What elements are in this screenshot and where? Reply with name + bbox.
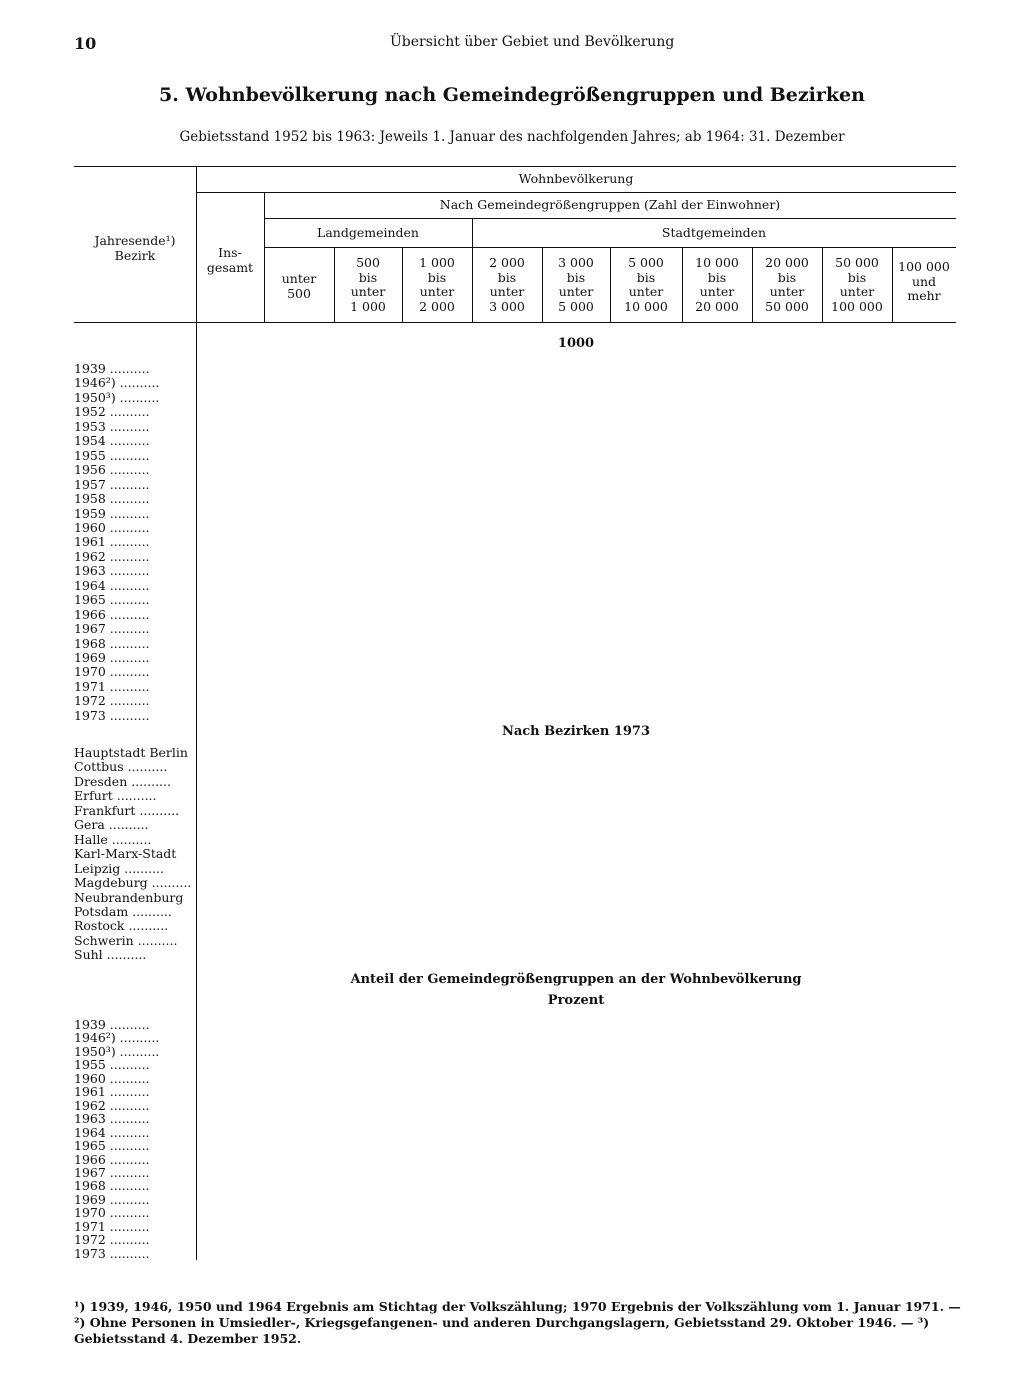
row-label: 1959 .......... (74, 506, 150, 521)
row-label: 1965 .......... (74, 1139, 150, 1154)
row-label: 1954 .......... (74, 434, 150, 449)
col-header-2: 1 000 bis unter 2 000 (419, 255, 455, 314)
running-header: Übersicht über Gebiet und Bevölkerung (390, 34, 675, 50)
row-label: Magdeburg .......... (74, 876, 192, 891)
row-label: Schwerin .......... (74, 933, 178, 948)
row-label: 1957 .......... (74, 477, 150, 492)
row-label: 1946²) .......... (74, 376, 160, 391)
row-label: 1970 .......... (74, 665, 150, 680)
col-header-8: 50 000 bis unter 100 000 (831, 255, 883, 314)
row-label: 1960 .......... (74, 1071, 150, 1086)
row-label: 1965 .......... (74, 593, 150, 608)
stadt-header: Stadtgemeinden (661, 225, 767, 240)
col-header-9: 100 000 und mehr (898, 259, 950, 303)
row-label: 1961 .......... (74, 1085, 150, 1100)
row-label: Dresden .......... (74, 774, 171, 789)
row-label: 1939 .......... (74, 362, 150, 376)
row-label: 1966 .......... (74, 1152, 150, 1167)
table-subtitle: Gebietsstand 1952 bis 1963: Jeweils 1. Januar des nachfolgenden Jahres; ab 1964: 31. Dezember (179, 129, 845, 145)
land-header: Landgemeinden (317, 225, 419, 240)
row-label: 1963 .......... (74, 564, 150, 579)
section2-title: Nach Bezirken 1973 (501, 724, 651, 739)
col-header-4: 3 000 bis unter 5 000 (558, 255, 594, 314)
row-label: 1973 .......... (74, 708, 150, 723)
col-header-5: 5 000 bis unter 10 000 (624, 255, 668, 314)
row-label: 1952 .......... (74, 405, 150, 420)
section1-unit: 1000 (557, 336, 595, 351)
row-label: 1955 .......... (74, 1058, 150, 1073)
footnotes: ¹) 1939, 1946, 1950 und 1964 Ergebnis am Stichtag der Volkszählung; 1970 Ergebnis der Volkszählung vom 1. Januar 1971. — ²) Ohne Personen in Umsiedler-, Kriegsgefangenen- und anderen Durchgangslagern, Gebietsstand 29. Oktober 1946. — ³) Gebietsstand 4. Dezember 1952. (74, 1299, 961, 1346)
nach-header: Nach Gemeindegrößengruppen (Zahl der Einwohner) (439, 197, 781, 212)
row-label: 1968 .......... (74, 636, 150, 651)
row-label: 1967 .......... (74, 1165, 150, 1180)
row-label: 1939 .......... (74, 1018, 150, 1032)
row-label: Hauptstadt Berlin (74, 746, 188, 760)
row-label: 1963 .......... (74, 1112, 150, 1127)
row-label: 1971 .......... (74, 679, 150, 694)
row-label: 1962 .......... (74, 1098, 150, 1113)
row-label: 1964 .......... (74, 1125, 150, 1140)
row-label: 1969 .......... (74, 1192, 150, 1207)
row-label: Suhl .......... (74, 948, 147, 963)
row-label: 1960 .......... (74, 520, 150, 535)
row-label: 1946²) .......... (74, 1031, 160, 1046)
row-label: 1950³) .......... (74, 1044, 160, 1059)
row-label: 1972 .......... (74, 694, 150, 709)
section3-unit: Prozent (547, 993, 605, 1008)
row-label: 1961 .......... (74, 535, 150, 550)
col-header-1: 500 bis unter 1 000 (350, 255, 386, 314)
row-label: 1973 .......... (74, 1246, 150, 1261)
row-label: 1950³) .......... (74, 390, 160, 405)
row-label: 1955 .......... (74, 448, 150, 463)
row-label: 1970 .......... (74, 1206, 150, 1221)
wohn-header: Wohnbevölkerung (518, 171, 634, 186)
row-label: Cottbus .......... (74, 760, 168, 775)
row-label: Frankfurt .......... (74, 803, 180, 818)
row-label: Potsdam .......... (74, 904, 172, 919)
row-label: 1971 .......... (74, 1219, 150, 1234)
row-label: Halle .......... (74, 832, 152, 847)
col-header-7: 20 000 bis unter 50 000 (765, 255, 809, 314)
row-label: 1962 .......... (74, 549, 150, 564)
row-label: Gera .......... (74, 818, 149, 833)
row-label: 1969 .......... (74, 651, 150, 665)
row-label-header: Jahresende¹) Bezirk (94, 233, 176, 263)
row-label: 1964 .......... (74, 578, 150, 593)
col-header-3: 2 000 bis unter 3 000 (489, 255, 525, 314)
row-label: 1968 .......... (74, 1179, 150, 1194)
row-label: 1972 .......... (74, 1233, 150, 1248)
row-label: Rostock .......... (74, 919, 169, 934)
row-label: 1958 .......... (74, 492, 150, 507)
col-header-0: unter 500 (281, 271, 317, 301)
section3-title: Anteil der Gemeindegrößengruppen an der Wohnbevölkerung (350, 972, 802, 987)
table-title: 5. Wohnbevölkerung nach Gemeindegrößengruppen und Bezirken (159, 84, 865, 106)
row-label: 1953 .......... (74, 419, 150, 434)
page-number: 10 (74, 34, 97, 53)
row-label: Erfurt .......... (74, 789, 157, 804)
col-header-6: 10 000 bis unter 20 000 (695, 255, 739, 314)
row-label: Karl-Marx-Stadt (74, 847, 177, 862)
row-label: Leipzig .......... (74, 861, 164, 876)
total-header: Ins- gesamt (206, 245, 254, 275)
row-label: 1966 .......... (74, 607, 150, 622)
row-label: Neubrandenburg (74, 890, 184, 905)
row-label: 1967 .......... (74, 622, 150, 637)
row-label: 1956 .......... (74, 463, 150, 478)
